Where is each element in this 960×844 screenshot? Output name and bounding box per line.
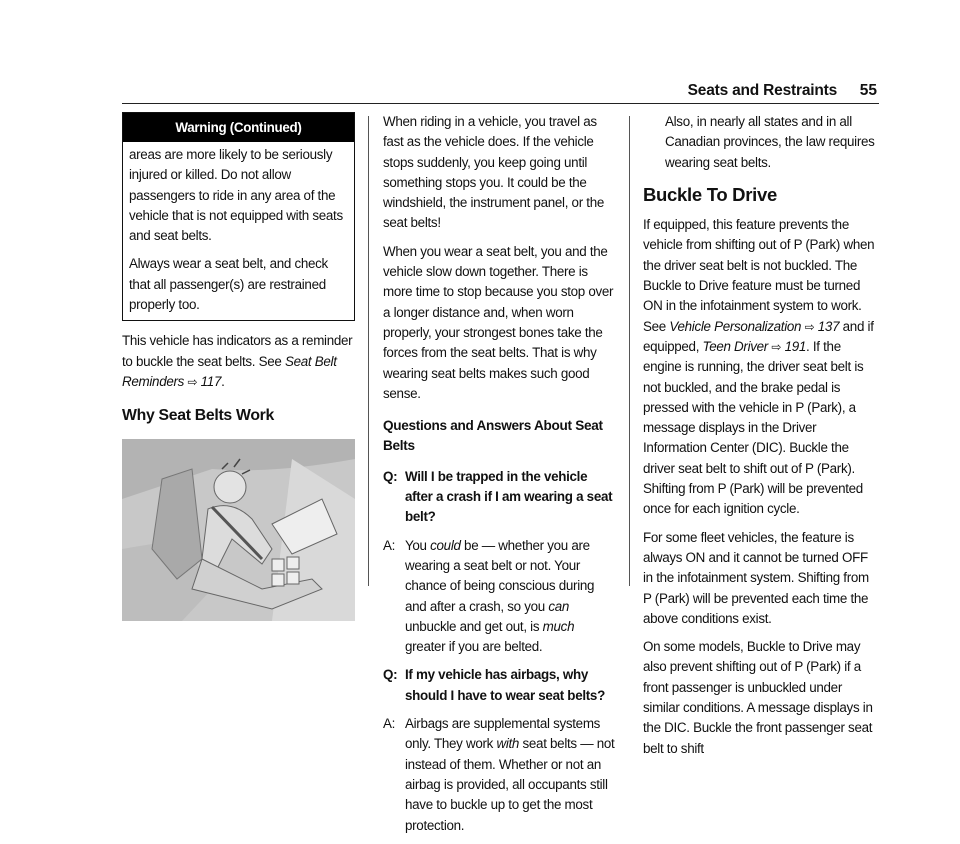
- page-ref-117[interactable]: 117: [200, 373, 222, 389]
- answer-1: A: You could be — whether you are wearing a seat belt or not. Your chance of being conscious during and after a crash, so you can unbuckle and get out, is much greater if you are belted.: [383, 537, 595, 655]
- question-1: Q: Will I be trapped in the vehicle after a crash if I am wearing a seat belt?: [383, 468, 613, 525]
- page-reference-arrow-icon: ⇨: [187, 374, 198, 389]
- teen-driver-link[interactable]: Teen Driver: [702, 338, 768, 354]
- column-divider: [368, 116, 369, 586]
- reminder-paragraph: This vehicle has indicators as a reminder to buckle the seat belts. See Seat Belt Reminders ⇨ 117.: [122, 333, 353, 389]
- body-paragraph: When riding in a vehicle, you travel as fast as the vehicle does. If the vehicle stops suddenly, you keep going until something stops you. It could be the windshield, the instrument panel, or the seat belts!: [383, 114, 604, 231]
- column-1: [122, 112, 356, 621]
- qa-heading: Questions and Answers About Seat Belts: [383, 418, 603, 454]
- body-paragraph: For some fleet vehicles, the feature is always ON and it cannot be turned OFF in the infotainment system. Shifting from P (Park) will be prevented each time the above conditions exist.: [643, 529, 869, 626]
- answer-2: A: Airbags are supplemental systems only. They work with seat belts — not instead of them. Whether or not an airbag is provided, all occupants still have to buckle up to get the most protection.: [383, 716, 615, 833]
- warning-heading: Warning (Continued): [123, 113, 354, 142]
- running-header: [122, 82, 879, 104]
- question-2: Q: If my vehicle has airbags, why should I have to wear seat belts?: [383, 667, 605, 703]
- warning-paragraph: areas are more likely to be seriously injured or killed. Do not allow passengers to ride in any area of the vehicle that is not equipped with seats and seat belts.: [129, 147, 343, 244]
- seat-belt-reminders-link[interactable]: Seat Belt Reminders: [122, 353, 337, 389]
- page-number: 55: [859, 82, 877, 99]
- body-paragraph: On some models, Buckle to Drive may also prevent shifting out of P (Park) if a front passenger is unbuckled under similar conditions. A message displays in the DIC. Buckle the front passenger seat belt to shift: [643, 639, 873, 756]
- section-title: Seats and Restraints: [687, 82, 837, 99]
- column-divider: [629, 116, 630, 586]
- column-2: [383, 112, 617, 844]
- vehicle-personalization-link[interactable]: Vehicle Personalization: [669, 318, 802, 334]
- why-seat-belts-work-heading: Why Seat Belts Work: [122, 407, 275, 425]
- continued-answer: Also, in nearly all states and in all Canadian provinces, the law requires wearing seat belts.: [665, 114, 875, 170]
- seat-belt-crash-illustration: [122, 439, 355, 621]
- column-3: [643, 112, 879, 767]
- body-paragraph: If equipped, this feature prevents the vehicle from shifting out of P (Park) when the driver seat belt is not buckled. The Buckle to Drive feature must be turned ON in the infotainment system to work. See Vehicle Personalization ⇨ 137 and if equipped, Teen Driver ⇨ 191. If the engine is running, the driver seat belt is not buckled, and the brake pedal is pressed with the vehicle in P (Park), a message displays in the Driver Information Center (DIC). Buckle the driver seat belt to shift out of P (Park). Shifting from P (Park) will be prevented once for each ignition cycle.: [643, 217, 875, 517]
- page-ref-137[interactable]: 137: [817, 318, 840, 334]
- page-reference-arrow-icon: ⇨: [804, 319, 815, 334]
- warning-box: [122, 112, 355, 321]
- buckle-to-drive-heading: Buckle To Drive: [643, 183, 777, 205]
- body-paragraph: When you wear a seat belt, you and the vehicle slow down together. There is more time to stop because you stop over a longer distance and, when worn properly, your strongest bones take the forces from the seat belts. That is why wearing seat belts makes such good sense.: [383, 243, 614, 401]
- warning-paragraph: Always wear a seat belt, and check that all passenger(s) are restrained properly too.: [129, 256, 328, 313]
- page-reference-arrow-icon: ⇨: [771, 339, 782, 354]
- page-ref-191[interactable]: 191: [784, 338, 807, 354]
- warning-body: [123, 142, 354, 320]
